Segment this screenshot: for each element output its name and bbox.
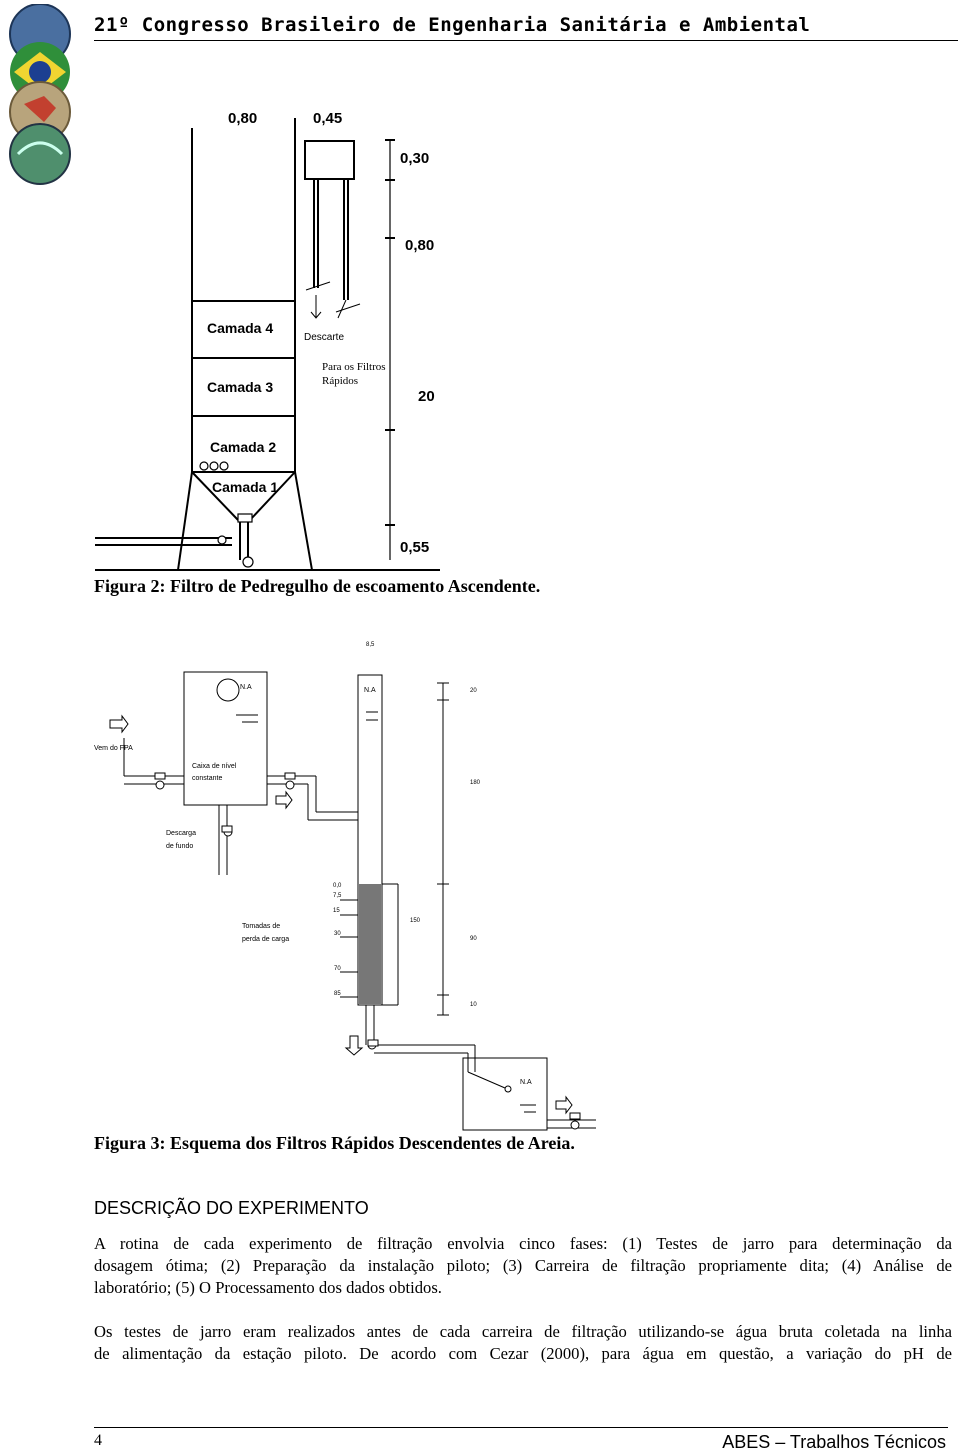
page-number: 4 <box>94 1432 102 1449</box>
na-label-box: N.A <box>240 684 252 691</box>
figure3-caption: Figura 3: Esquema dos Filtros Rápidos Descendentes de Areia. <box>94 1133 575 1153</box>
tap-label: 85 <box>334 991 341 997</box>
dim-box-height: 0,30 <box>400 150 430 167</box>
descarga-label-line1: Descarga <box>166 830 196 837</box>
layer-label: Camada 4 <box>207 320 274 336</box>
vem-do-fpa-label: Vem do FPA <box>94 745 133 752</box>
tap-label: 0,0 <box>333 883 342 889</box>
paragraph-2-line: de alimentação da estação piloto. De acordo com Cezar (2000), para água em questão, a variação do pH de <box>94 1344 952 1363</box>
caixa-label-line2: constante <box>192 775 223 782</box>
dim-pipe-height: 0,80 <box>405 237 435 254</box>
paragraph-1 <box>94 1233 952 1299</box>
dim-right: 90 <box>470 936 477 942</box>
tap-label: 30 <box>334 931 341 937</box>
dim-height-base: 0,55 <box>400 539 430 556</box>
footer-publisher: ABES – Trabalhos Técnicos <box>722 1432 946 1452</box>
figure3-diagram <box>90 636 610 1136</box>
paragraph-2-line: Os testes de jarro eram realizados antes de cada carreira de filtração utilizando-se água bruta coletada na linha <box>94 1322 952 1341</box>
dim-150: 150 <box>410 918 421 924</box>
layer-label: Camada 3 <box>207 379 274 395</box>
figure2-caption: Figura 2: Filtro de Pedregulho de escoamento Ascendente. <box>94 576 541 596</box>
tap-label: 7,5 <box>333 893 342 899</box>
layer-label: Camada 1 <box>212 479 279 495</box>
paragraph-2 <box>94 1321 952 1365</box>
header-title: 21º Congresso Brasileiro de Engenharia Sanitária e Ambiental <box>94 14 811 36</box>
outlet-label-line2: Rápidos <box>322 375 359 387</box>
layer-label: Camada 2 <box>210 439 277 455</box>
tap-label: 15 <box>333 908 340 914</box>
caixa-label-line1: Caixa de nível <box>192 763 237 770</box>
dim-width-top: 0,80 <box>228 110 258 127</box>
footer-divider <box>94 1427 948 1428</box>
dim-box-width: 0,45 <box>313 110 343 127</box>
figure2-diagram <box>90 105 450 575</box>
descarte-label: Descarte <box>304 332 345 343</box>
na-label-tank: N.A <box>520 1079 532 1086</box>
descarga-label-line2: de fundo <box>166 843 194 850</box>
outlet-label-line1: Para os Filtros <box>322 361 386 373</box>
dim-top: 8,5 <box>366 642 375 648</box>
section-title: DESCRIÇÃO DO EXPERIMENTO <box>94 1198 369 1218</box>
paragraph-1-line: A rotina de cada experimento de filtração envolvia cinco fases: (1) Testes de jarro para determinação da <box>94 1234 952 1253</box>
dim-right: 10 <box>470 1002 477 1008</box>
congress-logo <box>4 4 76 190</box>
na-label-column: N.A <box>364 687 376 694</box>
dim-right: 20 <box>470 688 477 694</box>
paragraph-1-line: laboratório; (5) O Processamento dos dados obtidos. <box>94 1278 442 1297</box>
dim-right: 180 <box>470 780 481 786</box>
tomadas-label-line2: perda de carga <box>242 936 290 943</box>
header-divider <box>94 40 958 41</box>
paragraph-1-line: dosagem ótima; (2) Preparação da instalação piloto; (3) Carreira de filtração propriamente dita; (4) Análise de <box>94 1256 952 1275</box>
dim-height-mid: 20 <box>418 388 435 405</box>
tap-label: 70 <box>334 966 341 972</box>
tomadas-label-line1: Tomadas de <box>242 923 281 930</box>
